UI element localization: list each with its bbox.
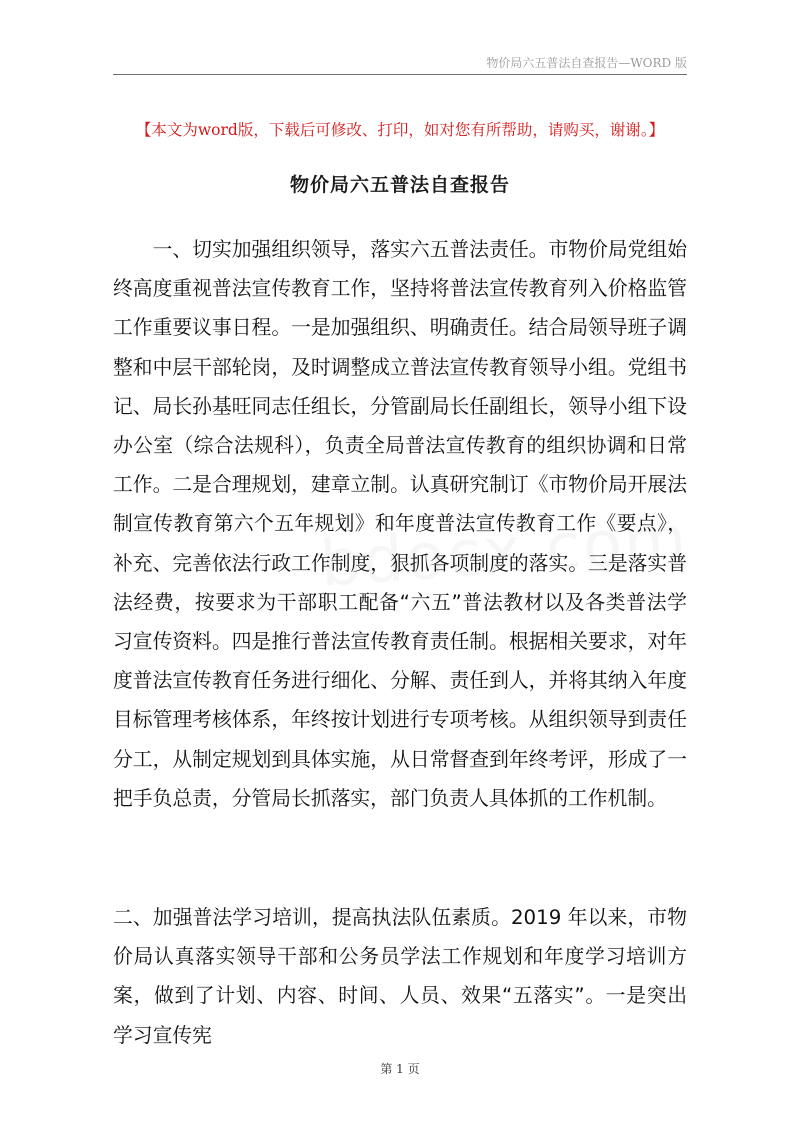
paragraph-2 <box>113 898 687 1055</box>
paragraph-text: 二、加强普法学习培训，提高执法队伍素质。2019 年以来，市物价局认真落实领导干部和公务员学法工作规划和年度学习培训方案，做到了计划、内容、时间、人员、效果“五落实”。一是突出学习宣传宪 <box>113 906 687 1047</box>
document-title: 物价局六五普法自查报告 <box>289 174 510 196</box>
page-header: 物价局六五普法自查报告—WORD 版 <box>486 56 687 70</box>
page-number: 第 1 页 <box>380 1062 420 1076</box>
purchase-notice: 【本文为word版，下载后可修改、打印，如对您有所帮助，请购买，谢谢。】 <box>135 121 665 139</box>
header-divider <box>113 74 687 75</box>
paragraph-text: 一、切实加强组织领导，落实六五普法责任。市物价局党组始终高度重视普法宣传教育工作，坚持将普法宣传教育列入价格监管工作重要议事日程。一是加强组织、明确责任。结合局领导班子调整和中层干部轮岗，及时调整成立普法宣传教育领导小组。党组书记、局长孙基旺同志任组长，分管副局长任副组长，领导小组下设办公室（综合法规科），负责全局普法宣传教育的组织协调和日常工作。二是合理规划，建章立制。认真研究制订《市物价局开展法制宣传教育第六个五年规划》和年度普法宣传教育工作《要点》，补充、完善依法行政工作制度，狠抓各项制度的落实。三是落实普法经费，按要求为干部职工配备“六五”普法教材以及各类普法学习宣传资料。四是推行普法宣传教育责任制。根据相关要求，对年度普法宣传教育任务进行细化、分解、责任到人，并将其纳入年度目标管理考核体系，年终按计划进行专项考核。从组织领导到责任分工，从制定规划到具体实施，从日常督查到年终考评，形成了一把手负总责，分管局长抓落实，部门负责人具体抓的工作机制。 <box>113 238 687 810</box>
paragraph-1 <box>113 230 687 818</box>
